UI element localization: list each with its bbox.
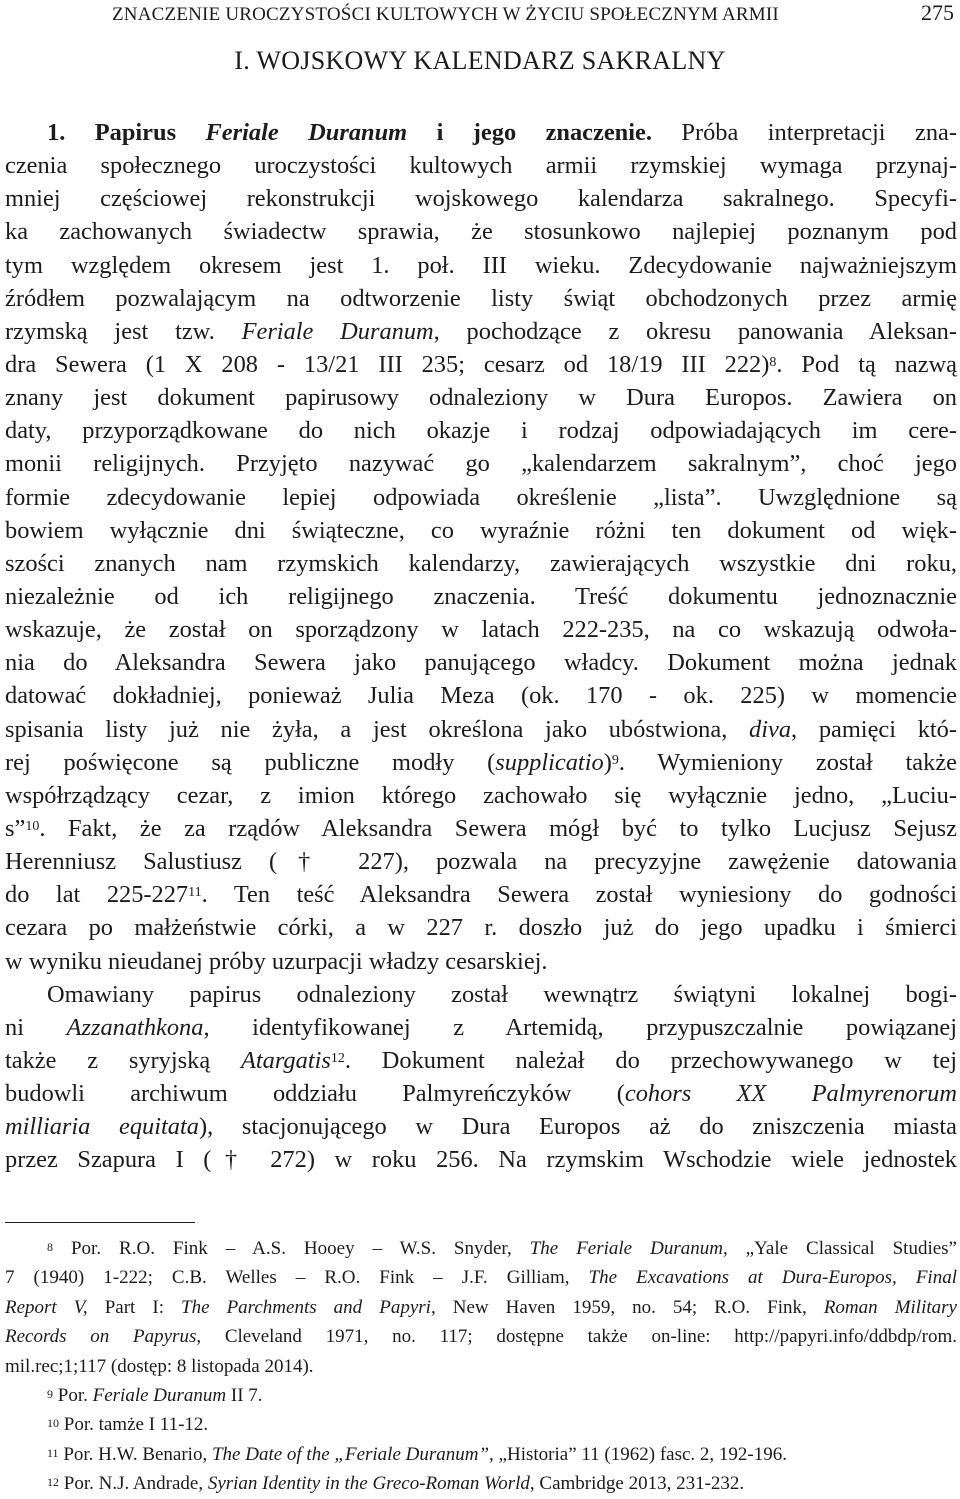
body-line: współrządzący cezar, z imion którego zachowało się wyłącznie jedno, „Luciu- xyxy=(5,781,957,809)
footnote-number: 10 xyxy=(47,1416,59,1431)
footnote-line: $^{11}$ Por. H.W. Benario, The Date of the „Feriale Duranum”, „Historia” 11 (1962) fasc. 2, 192-196. xyxy=(47,1443,787,1465)
body-line: źródłem pozwalającym na odtworzenie listy świąt obchodzonych przez armię xyxy=(5,284,957,312)
body-line: s”$^{10}$. Fakt, że za rządów Aleksandra Sewera mógł być to tylko Lucjusz Sejusz xyxy=(5,814,957,842)
footnote-line: $^8$ Por. R.O. Fink – A.S. Hooey – W.S. Snyder, The Feriale Duranum, „Yale Classical Studies” xyxy=(47,1238,957,1259)
footnote-divider xyxy=(5,1222,195,1223)
footnote-line: 7 (1940) 1-222; C.B. Welles – R.O. Fink – J.F. Gilliam, The Excavations at Dura-Europos, Final xyxy=(5,1267,957,1289)
footnote-number: 11 xyxy=(47,1445,59,1460)
body-line: Herenniusz Salustiusz († 227), pozwala na precyzyjne zawężenie datowania xyxy=(5,848,957,876)
body-line: datować dokładniej, ponieważ Julia Meza (ok. 170 - ok. 225) w momencie xyxy=(5,682,957,710)
body-line: niezależnie od ich religijnego znaczenia. Treść dokumentu jednoznacznie xyxy=(5,582,957,610)
footnote-ref[interactable]: 11 xyxy=(188,885,202,901)
footnote-ref[interactable]: 9 xyxy=(611,752,619,768)
body-line: przez Szapura I († 272) w roku 256. Na rzymskim Wschodzie wiele jednostek xyxy=(5,1146,957,1174)
body-line: Omawiany papirus odnaleziony został wewnątrz świątyni lokalnej bogi- xyxy=(47,980,957,1008)
body-line: także z syryjską Atargatis$^{12}$. Dokument należał do przechowywanego w tej xyxy=(5,1046,957,1074)
footnote-number: 12 xyxy=(47,1475,59,1490)
footnote-number: 8 xyxy=(47,1240,53,1254)
footnotes xyxy=(5,1234,957,1499)
body-line: cezara po małżeństwie córki, a w 227 r. doszło już do jego upadku i śmierci xyxy=(5,914,957,942)
running-head xyxy=(0,0,960,30)
footnote-line: $^{10}$ Por. tamże I 11-12. xyxy=(47,1414,209,1436)
body-line: daty, przyporządkowane do nich okazje i rodzaj odpowiadających im cere- xyxy=(5,417,957,445)
footnote-ref[interactable]: 12 xyxy=(330,1050,345,1066)
footnote-ref[interactable]: 10 xyxy=(25,818,40,834)
body-line: monii religijnych. Przyjęto nazywać go „kalendarzem sakralnym”, choć jego xyxy=(5,450,957,478)
running-title: ZNACZENIE UROCZYSTOŚCI KULTOWYCH W ŻYCIU SPOŁECZNYM ARMII xyxy=(112,4,779,25)
body-line: formie zdecydowanie lepiej odpowiada określenie „lista”. Uwzględnione są xyxy=(5,483,957,511)
body-text xyxy=(5,116,957,1177)
body-line: mniej częściowej rekonstrukcji wojskowego kalendarza sakralnego. Specyfi- xyxy=(5,185,957,213)
footnote-number: 9 xyxy=(47,1386,53,1401)
body-line: budowli archiwum oddziału Palmyreńczyków (cohors XX Palmyrenorum xyxy=(5,1080,957,1108)
body-line: szości znanych nam rzymskich kalendarzy, zawierających wszystkie dni roku, xyxy=(5,549,957,577)
body-line: do lat $225-227^{11}$. Ten teść Aleksandra Sewera został wyniesiony do godności xyxy=(5,881,958,909)
footnote-line: Report V, Part I: The Parchments and Papyri, New Haven 1959, no. 54; R.O. Fink, Roman Military xyxy=(5,1296,957,1318)
section-heading: I. WOJSKOWY KALENDARZ SAKRALNY xyxy=(234,46,726,75)
footnote-ref[interactable]: 8 xyxy=(769,354,777,370)
body-line: czenia społecznego uroczystości kultowych armii rzymskiej wymaga przynaj- xyxy=(5,152,957,180)
footnote-line: Records on Papyrus, Cleveland 1971, no. 117; dostępne także on-line: http://papyri.info/ddbdp/rom. xyxy=(5,1326,957,1348)
body-line: znany jest dokument papirusowy odnaleziony w Dura Europos. Zawiera on xyxy=(5,384,957,412)
footnote-line: $^9$ Por. Feriale Duranum II 7. xyxy=(47,1384,263,1406)
footnote-line: $^{12}$ Por. N.J. Andrade, Syrian Identity in the Greco-Roman World, Cambridge 2013, 231-232. xyxy=(47,1473,745,1495)
body-line: ni Azzanathkona, identyfikowanej z Artemidą, przypuszczalnie powiązanej xyxy=(5,1013,957,1041)
body-line: rzymską jest tzw. Feriale Duranum, pochodzące z okresu panowania Aleksan- xyxy=(5,317,957,345)
page-number: 275 xyxy=(921,0,954,25)
footnote-line: mil.rec;1;117 (dostęp: 8 listopada 2014). xyxy=(5,1355,314,1377)
body-line: rej poświęcone są publiczne modły (supplicatio)$^9$. Wymieniony został także xyxy=(5,748,957,776)
body-line: tym względem okresem jest 1. poł. III wieku. Zdecydowanie najważniejszym xyxy=(5,251,957,279)
body-line: spisania listy już nie żyła, a jest określona jako ubóstwiona, diva, pamięci któ- xyxy=(5,715,958,743)
body-line: dra Sewera (1 X 208 - 13/21 III 235; cesarz od 18/19 III 222)$^8$. Pod tą nazwą xyxy=(5,350,957,378)
body-line: wskazuje, że został on sporządzony w latach 222-235, na co wskazują odwoła- xyxy=(5,616,957,644)
body-line: 1. Papirus Feriale Duranum i jego znaczenie. Próba interpretacji zna- xyxy=(47,119,957,146)
body-line: w wyniku nieudanej próby uzurpacji władzy cesarskiej. xyxy=(5,947,548,975)
body-line: nia do Aleksandra Sewera jako panującego władcy. Dokument można jednak xyxy=(5,649,957,677)
footnote-link: , Cleveland 1971, no. 117; dostępne także on-line: http://papyri.info/ddbdp/rom. xyxy=(196,1326,957,1348)
body-line: bowiem wyłącznie dni świąteczne, co wyraźnie różni ten dokument od więk- xyxy=(5,516,957,544)
body-line: ka zachowanych świadectw sprawia, że stosunkowo najlepiej poznanym pod xyxy=(5,218,957,246)
body-line: milliaria equitata), stacjonującego w Dura Europos aż do zniszczenia miasta xyxy=(5,1113,957,1141)
subheading: 1. Papirus Feriale Duranum i jego znaczenie. xyxy=(47,119,652,146)
